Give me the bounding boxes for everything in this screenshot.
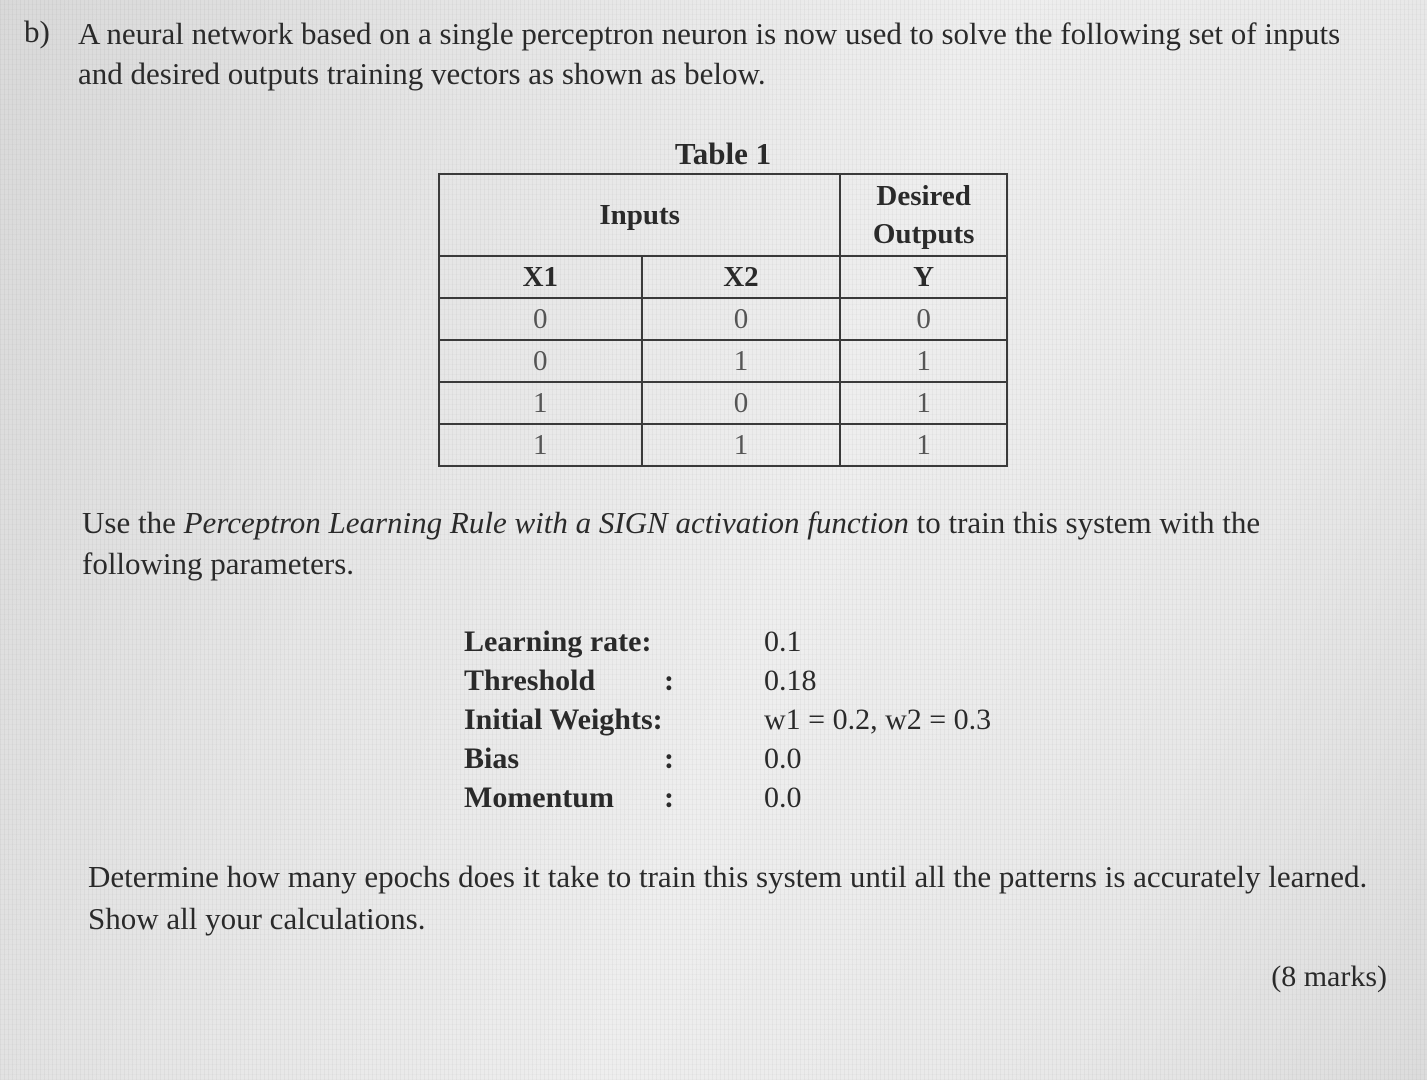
- parameter-value: 0.18: [764, 664, 817, 697]
- y-header: Y: [840, 256, 1007, 298]
- parameter-label: Threshold: [464, 664, 596, 697]
- y-cell: 1: [840, 340, 1007, 382]
- parameter-value: 0.0: [764, 781, 802, 814]
- desired-outputs-header: [840, 174, 1007, 256]
- x1-cell: 0: [439, 340, 642, 382]
- instruction-emphasis: Perceptron Learning Rule with a SIGN activation function: [183, 505, 909, 540]
- table-column-header-row: [439, 256, 1007, 298]
- parameter-label: Momentum: [464, 781, 614, 814]
- y-cell: 1: [840, 424, 1007, 466]
- parameter-value: w1 = 0.2, w2 = 0.3: [764, 703, 992, 736]
- parameter-label: Learning rate:: [464, 625, 652, 658]
- x2-cell: 1: [642, 424, 841, 466]
- parameter-colon: :: [664, 742, 674, 775]
- instruction-part2: to train this system with the following parameters.: [82, 505, 1261, 581]
- parameter-colon: :: [664, 781, 674, 814]
- table-row: [439, 340, 1007, 382]
- marks-label: (8 marks): [1271, 960, 1387, 993]
- parameter-value: 0.1: [764, 625, 802, 658]
- inputs-header: Inputs: [439, 174, 840, 256]
- y-cell: 0: [840, 298, 1007, 340]
- parameter-label: Bias: [464, 742, 520, 775]
- x2-cell: 1: [642, 340, 841, 382]
- desired-outputs-line1: Desired: [876, 180, 971, 212]
- x1-cell: 1: [439, 382, 642, 424]
- instruction-text: [82, 502, 1382, 584]
- training-table: [438, 173, 1008, 467]
- instruction-part1: Use the: [82, 505, 184, 540]
- x1-cell: 0: [439, 298, 642, 340]
- x1-header: X1: [439, 256, 642, 298]
- question-intro: A neural network based on a single perceptron neuron is now used to solve the following set of inputs and desired outputs training vectors as shown as below.: [78, 16, 1341, 91]
- parameter-value: 0.0: [764, 742, 802, 775]
- x2-header: X2: [642, 256, 841, 298]
- task-text: Determine how many epochs does it take to train this system until all the patterns is accurately learned. Show all your calculations.: [88, 859, 1368, 936]
- table-row: [439, 424, 1007, 466]
- question-number: b): [24, 14, 50, 49]
- parameter-label: Initial Weights:: [464, 703, 663, 736]
- y-cell: 1: [840, 382, 1007, 424]
- desired-outputs-line2: Outputs: [872, 218, 975, 250]
- parameter-colon: :: [664, 664, 674, 697]
- table-group-header-row: [439, 174, 1007, 256]
- table-row: [439, 382, 1007, 424]
- table-caption: Table 1: [674, 136, 772, 171]
- table-row: [439, 298, 1007, 340]
- x1-cell: 1: [439, 424, 642, 466]
- x2-cell: 0: [642, 298, 841, 340]
- x2-cell: 0: [642, 382, 841, 424]
